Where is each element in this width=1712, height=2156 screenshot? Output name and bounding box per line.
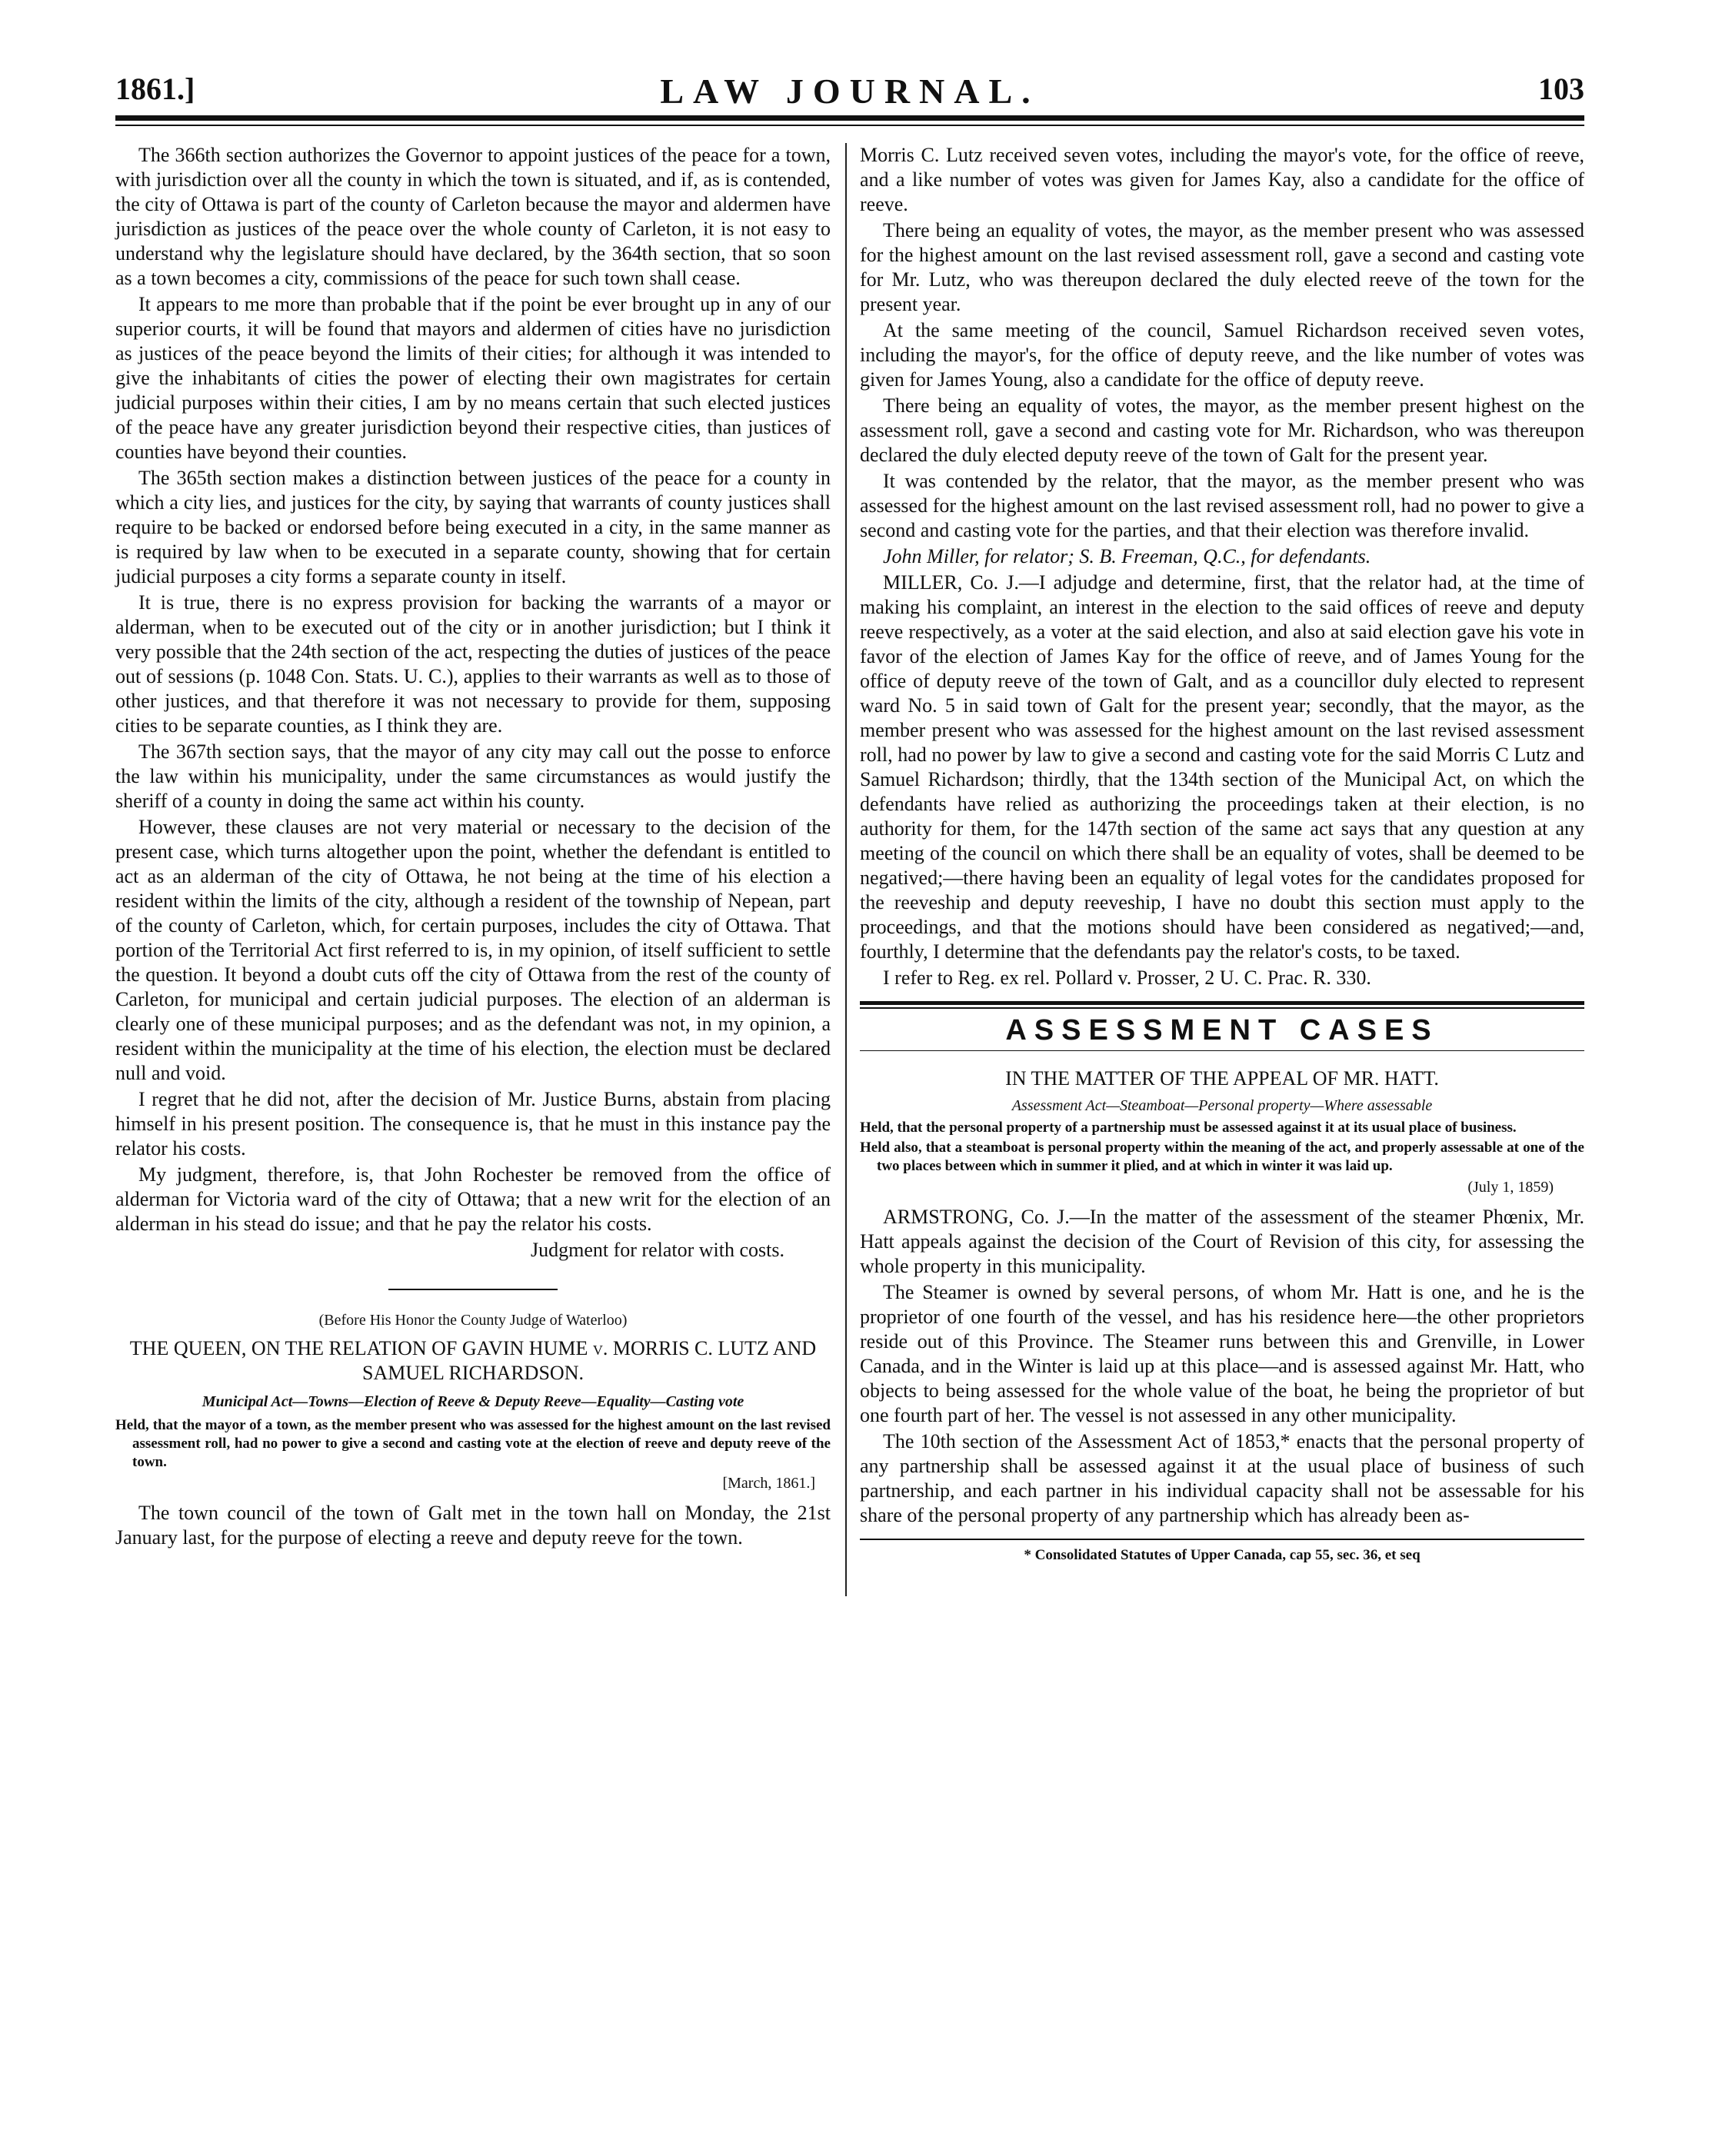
section-rule-under bbox=[860, 1050, 1584, 1051]
section-rule-thick bbox=[860, 1001, 1584, 1005]
left-column bbox=[115, 143, 831, 1552]
assessment-held-2: Held also, that a steamboat is personal property within the meaning of the act, and properly assessable at one of the two places between which in summer it plied, and at which in winter it was laid up. bbox=[860, 1140, 1584, 1174]
right-paragraph-4: There being an equality of votes, the mayor, as the member present highest on the assessment roll, gave a second and casting vote for Mr. Richardson, who was thereupon declared the duly elected deputy reeve of the town of Galt for the present year. bbox=[860, 394, 1584, 466]
left-paragraph-9: The town council of the town of Galt met in the town hall on Monday, the 21st January last, for the purpose of electing a reeve and deputy reeve for the town. bbox=[115, 1502, 831, 1549]
header-rule-thin bbox=[115, 125, 1584, 126]
section-heading: ASSESSMENT CASES bbox=[1005, 1014, 1439, 1046]
right-column bbox=[860, 143, 1584, 1566]
right-paragraph-9: The 10th section of the Assessment Act of 1853,* enacts that the personal property of any partnership shall be assessed against it at the usual place of business of such partnership, and each partner in his individual capacity shall not be assessable for his share of the personal property of any partnership which has already been as- bbox=[860, 1430, 1584, 1526]
journal-title: LAW JOURNAL. bbox=[660, 72, 1040, 111]
reference-line: I refer to Reg. ex rel. Pollard v. Prosser, 2 U. C. Prac. R. 330. bbox=[883, 967, 1371, 989]
footnote: * Consolidated Statutes of Upper Canada, cap 55, sec. 36, et seq bbox=[1024, 1547, 1421, 1563]
column-divider bbox=[845, 143, 847, 1596]
header-year: 1861.] bbox=[115, 72, 195, 106]
right-paragraph-2: There being an equality of votes, the mayor, as the member present who was assessed for the highest amount on the last revised assessment roll, gave a second and casting vote for Mr. Lutz, who was thereupon declared the duly elected reeve of the town for the present year. bbox=[860, 219, 1584, 315]
case-separator bbox=[388, 1289, 558, 1290]
case-date: [March, 1861.] bbox=[722, 1475, 815, 1492]
case-title: THE QUEEN, ON THE RELATION OF GAVIN HUME v. MORRIS C. LUTZ AND SAMUEL RICHARDSON. bbox=[129, 1337, 817, 1384]
case-catchwords: Municipal Act—Towns—Election of Reeve & Deputy Reeve—Equality—Casting vote bbox=[202, 1393, 744, 1410]
page-number: 103 bbox=[1538, 72, 1584, 106]
right-paragraph-6: MILLER, Co. J.—I adjudge and determine, first, that the relator had, at the time of making his complaint, an interest in the election to the said offices of reeve and deputy reeve respectively, as a voter at the said election, and also at said election gave his vote in favor of the election of James Kay for the office of reeve, and of James Young for the office of deputy reeve of the town of Galt, and as a councillor duly elected to represent ward No. 5 in said town of Galt for the present year; secondly, that the mayor, as the member present who was assessed for the highest amount on the last revised assessment roll, had no power by law to give a second and casting vote for the said Morris C Lutz and Samuel Richardson; thirdly, that the 134th section of the Municipal Act, on which the defendants have relied as authorizing the proceedings taken at their election, is no authority for them, for the 147th section of the same act says that any question at any meeting of the council on which there shall be an equality of votes, shall be deemed to be negatived;—there having been an equality of legal votes for the candidates proposed for the reeveship and deputy reeveship, I have no doubt this section must apply to the proceedings, and that the motions should have been considered as negatived;—and, fourthly, I determine that the defendants pay the relator's costs, to be taxed. bbox=[860, 571, 1584, 963]
counsel-line: John Miller, for relator; S. B. Freeman, Q.C., for defendants. bbox=[883, 545, 1371, 567]
right-paragraph-5: It was contended by the relator, that the mayor, as the member present who was assessed for the highest amount on the last revised assessment roll, had no power to give a second and casting vote for the parties, and that their election was therefore invalid. bbox=[860, 470, 1584, 541]
assessment-catchwords: Assessment Act—Steamboat—Personal property—Where assessable bbox=[1011, 1097, 1433, 1114]
right-paragraph-1: Morris C. Lutz received seven votes, including the mayor's vote, for the office of reeve, and a like number of votes was given for James Kay, also a candidate for the office of reeve. bbox=[860, 144, 1584, 215]
left-paragraph-5: The 367th section says, that the mayor of any city may call out the posse to enforce the law within his municipality, under the same circumstances as would justify the sheriff of a county in doing the same act within his county. bbox=[115, 740, 831, 812]
assessment-held-1: Held, that the personal property of a partnership must be assessed against it at its usual place of business. bbox=[860, 1120, 1517, 1136]
assessment-case-title: IN THE MATTER OF THE APPEAL OF MR. HATT. bbox=[1005, 1067, 1439, 1090]
left-paragraph-2: It appears to me more than probable that if the point be ever brought up in any of our superior courts, it will be found that mayors and aldermen of cities have no jurisdiction as justices of the peace beyond the limits of their cities; for although it was intended to give the inhabitants of cities the power of electing their own magistrates for certain judicial purposes within their cities, I am by no means certain that such elected justices of the peace have any greater jurisdiction beyond their respective cities, than justices of counties have beyond their counties. bbox=[115, 293, 831, 463]
left-paragraph-7: I regret that he did not, after the decision of Mr. Justice Burns, abstain from placing himself in his present position. The consequence is, that he must in this instance pay the relator his costs. bbox=[115, 1088, 831, 1160]
left-paragraph-8: My judgment, therefore, is, that John Rochester be removed from the office of alderman for Victoria ward of the city of Ottawa; that a new writ for the election of an alderman in his stead do issue; and that he pay the relator his costs. bbox=[115, 1163, 831, 1235]
left-paragraph-3: The 365th section makes a distinction between justices of the peace for a county in which a city lies, and justices for the city, by saying that warrants of county justices shall require to be backed or endorsed before being executed in a city, in the same manner as is required by law when to be executed in a separate county, showing that for certain judicial purposes a city forms a separate county in itself. bbox=[115, 467, 831, 587]
court-line: (Before His Honor the County Judge of Waterloo) bbox=[318, 1312, 628, 1329]
header-rule-thick bbox=[115, 115, 1584, 121]
assessment-date: (July 1, 1859) bbox=[1467, 1179, 1554, 1196]
section-rule-thin bbox=[860, 1007, 1584, 1009]
right-paragraph-3: At the same meeting of the council, Samuel Richardson received seven votes, including the mayor's, for the office of deputy reeve, and the like number of votes was given for James Young, also a candidate for the office of deputy reeve. bbox=[860, 319, 1584, 391]
left-paragraph-1: The 366th section authorizes the Governor to appoint justices of the peace for a town, with jurisdiction over all the county in which the town is situated, and if, as is contended, the city of Ottawa is part of the county of Carleton because the mayor and aldermen have jurisdiction as justices of the peace over the whole county of Carleton, it is not easy to understand why the legislature should have declared, by the 364th section, that so soon as a town becomes a city, commissions of the peace for such town shall cease. bbox=[115, 144, 831, 289]
right-paragraph-8: The Steamer is owned by several persons, of whom Mr. Hatt is one, and he is the proprietor of one fourth of the vessel, and has his residence here—the other proprietors reside out of this Province. The Steamer runs between this and Grenville, in Lower Canada, and in the Winter is laid up at this place—and is assessed against Mr. Hatt, who objects to being assessed for the whole value of the boat, he being the proprietor of but one fourth part of her. The vessel is not assessed in any other municipality. bbox=[860, 1281, 1584, 1426]
right-paragraph-7: ARMSTRONG, Co. J.—In the matter of the assessment of the steamer Phœnix, Mr. Hatt appeals against the decision of the Court of Revision of this city, for assessing the whole property in this municipality. bbox=[860, 1206, 1584, 1277]
left-paragraph-4: It is true, there is no express provision for backing the warrants of a mayor or alderman, when to be executed out of the city or in another jurisdiction; but I think it very possible that the 24th section of the act, respecting the duties of justices of the peace out of sessions (p. 1048 Con. Stats. U. C.), applies to their warrants as well as to those of other justices, and that therefore it was not necessary to provide for them, supposing cities to be separate counties, as I think they are. bbox=[115, 591, 831, 737]
judgment-line: Judgment for relator with costs. bbox=[531, 1239, 784, 1261]
left-paragraph-6: However, these clauses are not very material or necessary to the decision of the present case, which turns altogether upon the point, whether the defendant is entitled to act as an alderman of the city of Ottawa, he not being at the time of his election a resident within the limits of the city, although a resident of the township of Nepean, part of the county of Carleton, which, for certain purposes, includes the city of Ottawa. That portion of the Territorial Act first referred to is, in my opinion, of itself sufficient to settle the question. It beyond a doubt cuts off the city of Ottawa from the rest of the county of Carleton, for municipal and certain judicial purposes. The election of an alderman is clearly one of these municipal purposes; and as the defendant was not, in my opinion, a resident within the municipality at the time of his election, the election must be declared null and void. bbox=[115, 816, 831, 1084]
case-held: Held, that the mayor of a town, as the member present who was assessed for the highest amount on the last revised assessment roll, had no power to give a second and casting vote at the election of reeve and deputy reeve of the town. bbox=[115, 1417, 831, 1470]
footnote-rule bbox=[860, 1539, 1584, 1540]
